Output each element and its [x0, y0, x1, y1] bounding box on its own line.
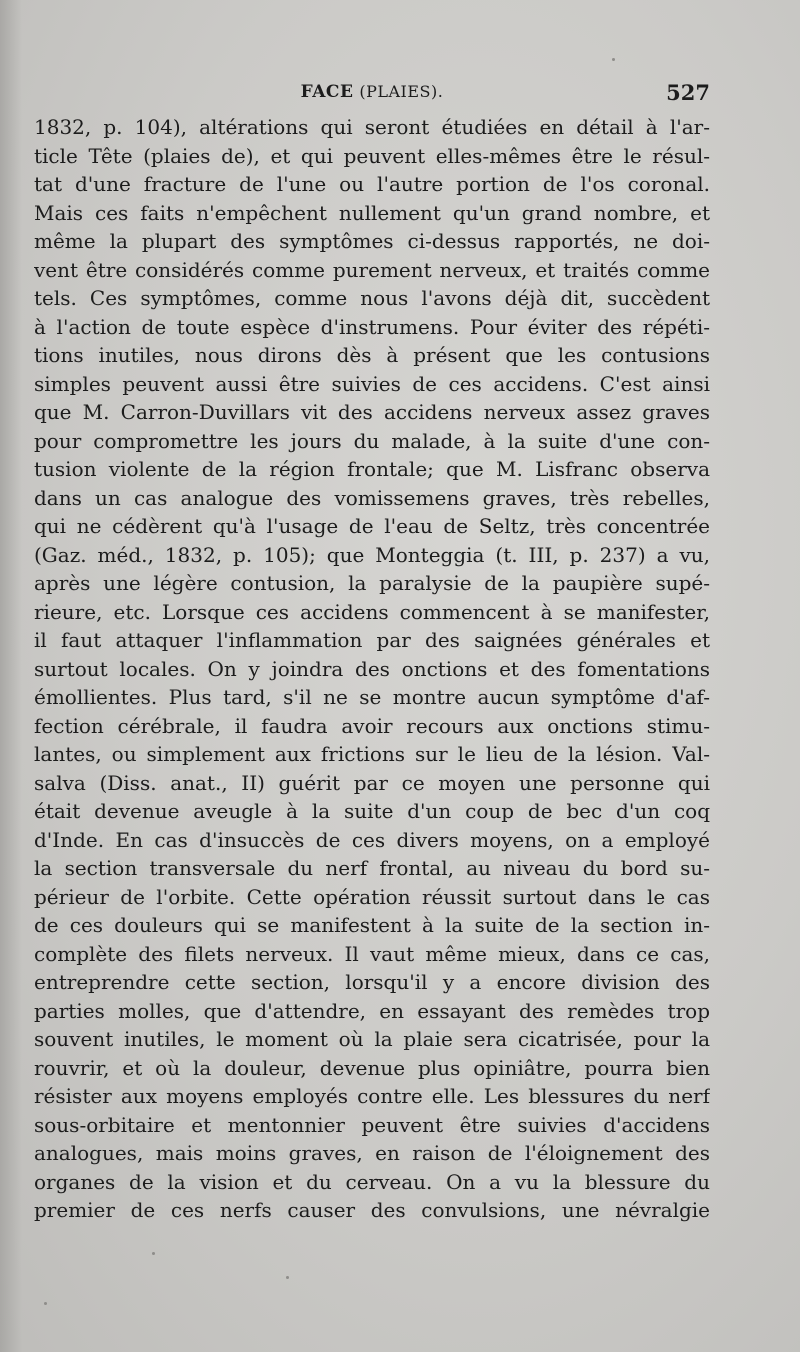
text-line: rouvrir, et où la douleur, devenue plus opiniâtre, pourra bien	[34, 1055, 710, 1080]
running-head-subtitle: (PLAIES).	[359, 82, 444, 101]
text-line: Mais ces faits n'empêchent nullement qu'un grand nombre, et	[34, 200, 710, 225]
text-line: lantes, ou simplement aux frictions sur le lieu de la lésion. Val-	[34, 742, 710, 766]
text-line: fection cérébrale, il faudra avoir recours aux onctions stimu-	[34, 713, 710, 738]
text-line: même la plupart des symptômes ci-dessus rapportés, ne doi-	[34, 229, 710, 253]
text-line: qui ne cédèrent qu'à l'usage de l'eau de Seltz, très concentrée	[34, 514, 710, 538]
text-line: ticle Tête (plaies de), et qui peuvent elles-mêmes être le résul-	[34, 143, 710, 168]
text-line: complète des filets nerveux. Il vaut même mieux, dans ce cas,	[34, 941, 710, 966]
page-number: 527	[666, 80, 710, 105]
text-line: vent être considérés comme purement nerveux, et traités comme	[34, 257, 710, 282]
text-line: souvent inutiles, le moment où la plaie sera cicatrisée, pour la	[34, 1027, 710, 1051]
text-line: sous-orbitaire et mentonnier peuvent être suivies d'accidens	[34, 1112, 710, 1137]
text-line: organes de la vision et du cerveau. On a vu la blessure du	[34, 1169, 710, 1194]
text-line: dans un cas analogue des vomissemens graves, très rebelles,	[34, 485, 710, 510]
text-line: rieure, etc. Lorsque ces accidens commencent à se manifester,	[34, 599, 710, 624]
text-line: d'Inde. En cas d'insuccès de ces divers moyens, on a employé	[34, 827, 710, 852]
paper-speck	[44, 1302, 47, 1305]
text-line: tusion violente de la région frontale; que M. Lisfranc observa	[34, 457, 710, 481]
text-line: était devenue aveugle à la suite d'un coup de bec d'un coq	[34, 799, 710, 823]
text-line: après une légère contusion, la paralysie de la paupière supé-	[34, 571, 710, 595]
text-line: émollientes. Plus tard, s'il ne se montre aucun symptôme d'af-	[34, 685, 710, 709]
text-line: il faut attaquer l'inflammation par des saignées générales et	[34, 628, 710, 652]
text-line: résister aux moyens employés contre elle. Les blessures du nerf	[34, 1084, 710, 1108]
gutter-shadow	[0, 0, 22, 1352]
text-line: entreprendre cette section, lorsqu'il y a encore division des	[34, 970, 710, 994]
text-line: à l'action de toute espèce d'instrumens. Pour éviter des répéti-	[34, 314, 710, 339]
body-text	[34, 113, 710, 1225]
text-line: (Gaz. méd., 1832, p. 105); que Monteggia (t. III, p. 237) a vu,	[34, 542, 710, 567]
paper-speck	[286, 1276, 289, 1279]
running-head-main: FACE	[300, 82, 354, 102]
text-line: salva (Diss. anat., II) guérit par ce moyen une personne qui	[34, 770, 710, 795]
text-line: premier de ces nerfs causer des convulsions, une névralgie	[34, 1198, 710, 1222]
text-line: la section transversale du nerf frontal, au niveau du bord su-	[34, 856, 710, 880]
running-head-title	[34, 82, 710, 102]
text-line: parties molles, que d'attendre, en essayant des remèdes trop	[34, 998, 710, 1023]
text-line: que M. Carron-Duvillars vit des accidens nerveux assez graves	[34, 400, 710, 424]
text-line: pour compromettre les jours du malade, à la suite d'une con-	[34, 428, 710, 453]
text-line: tat d'une fracture de l'une ou l'autre portion de l'os coronal.	[34, 172, 710, 196]
text-line: périeur de l'orbite. Cette opération réussit surtout dans le cas	[34, 884, 710, 909]
text-line: tels. Ces symptômes, comme nous l'avons déjà dit, succèdent	[34, 286, 710, 310]
text-line: analogues, mais moins graves, en raison de l'éloignement des	[34, 1141, 710, 1165]
text-line: tions inutiles, nous dirons dès à présent que les contusions	[34, 343, 710, 367]
text-line: 1832, p. 104), altérations qui seront étudiées en détail à l'ar-	[34, 115, 710, 139]
text-line: de ces douleurs qui se manifestent à la suite de la section in-	[34, 913, 710, 937]
text-line: simples peuvent aussi être suivies de ces accidens. C'est ainsi	[34, 371, 710, 396]
running-head	[34, 80, 710, 108]
paper-speck	[612, 58, 615, 61]
paper-speck	[152, 1252, 155, 1255]
text-line: surtout locales. On y joindra des onctions et des fomentations	[34, 656, 710, 681]
